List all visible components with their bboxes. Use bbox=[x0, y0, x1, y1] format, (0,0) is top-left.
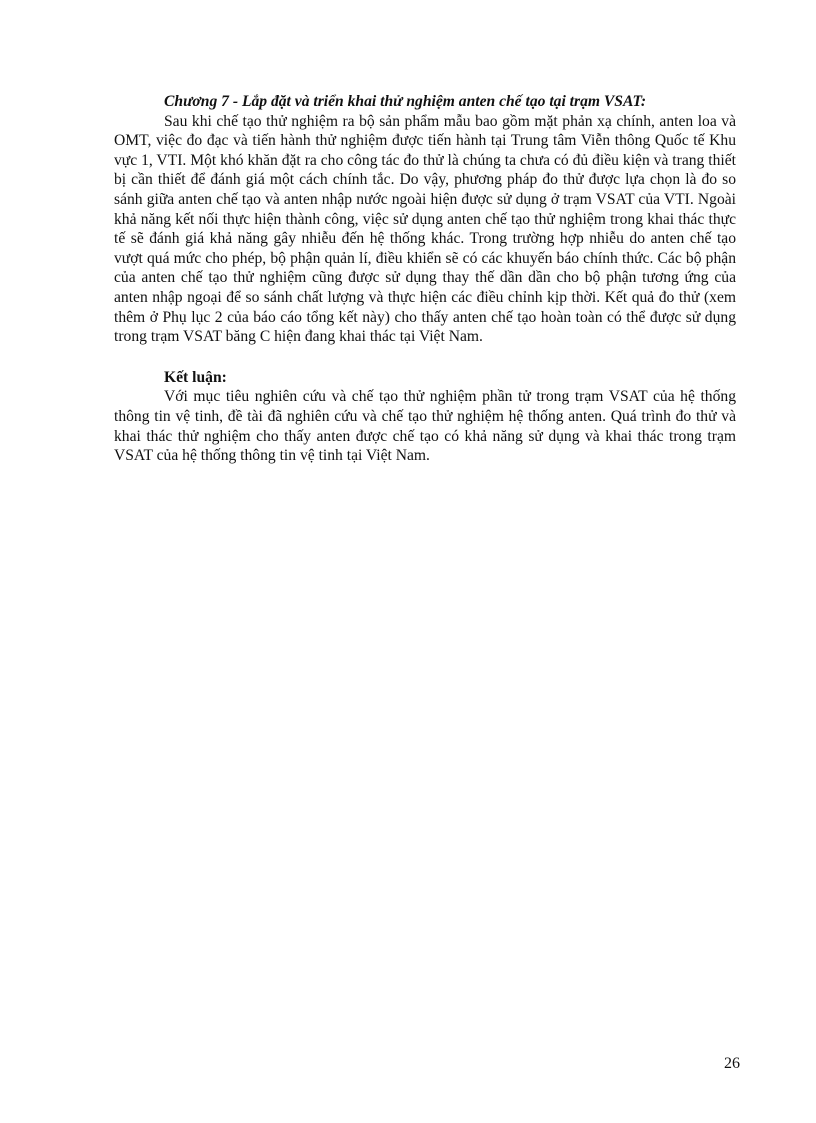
page-content bbox=[114, 92, 736, 466]
chapter-7-paragraph: Sau khi chế tạo thử nghiệm ra bộ sản phẩm mẫu bao gồm mặt phản xạ chính, anten loa và OMT, việc đo đạc và tiến hành thử nghiệm được tiến hành tại Trung tâm Viễn thông Quốc tế Khu vực 1, VTI. Một khó khăn đặt ra cho công tác đo thử là chúng ta chưa có đủ điều kiện và trang thiết bị cần thiết để đánh giá một cách chính tắc. Do vậy, phương pháp đo thử được lựa chọn là đo so sánh giữa anten chế tạo và anten nhập nước ngoài hiện được sử dụng ở trạm VSAT của VTI. Ngoài khả năng kết nối thực hiện thành công, việc sử dụng anten chế tạo thử nghiệm trong khai thác thực tế sẽ đánh giá khả năng gây nhiễu đến hệ thống khác. Trong trường hợp nhiễu do anten chế tạo vượt quá mức cho phép, bộ phận quản lí, điều khiển sẽ có các khuyến báo chính thức. Các bộ phận của anten chế tạo thử nghiệm cũng được sử dụng thay thế dần dần cho bộ phận tương ứng của anten nhập ngoại để so sánh chất lượng và thực hiện các điều chỉnh kịp thời. Kết quả đo thử (xem thêm ở Phụ lục 2 của báo cáo tổng kết này) cho thấy anten chế tạo hoàn toàn có thể được sử dụng trong trạm VSAT băng C hiện đang khai thác tại Việt Nam. bbox=[114, 112, 736, 346]
chapter-7-heading: Chương 7 - Lắp đặt và triển khai thử nghiệm anten chế tạo tại trạm VSAT: bbox=[164, 93, 647, 110]
conclusion-paragraph: Với mục tiêu nghiên cứu và chế tạo thử nghiệm phần tử trong trạm VSAT của hệ thống thông tin vệ tinh, đề tài đã nghiên cứu và chế tạo thử nghiệm hệ thống anten. Quá trình đo thử và khai thác thử nghiệm cho thấy anten được chế tạo có khả năng sử dụng và khai thác trong trạm VSAT của hệ thống thông tin vệ tinh tại Việt Nam. bbox=[114, 388, 736, 465]
page-number: 26 bbox=[724, 1055, 740, 1072]
conclusion-heading: Kết luận: bbox=[164, 368, 227, 386]
